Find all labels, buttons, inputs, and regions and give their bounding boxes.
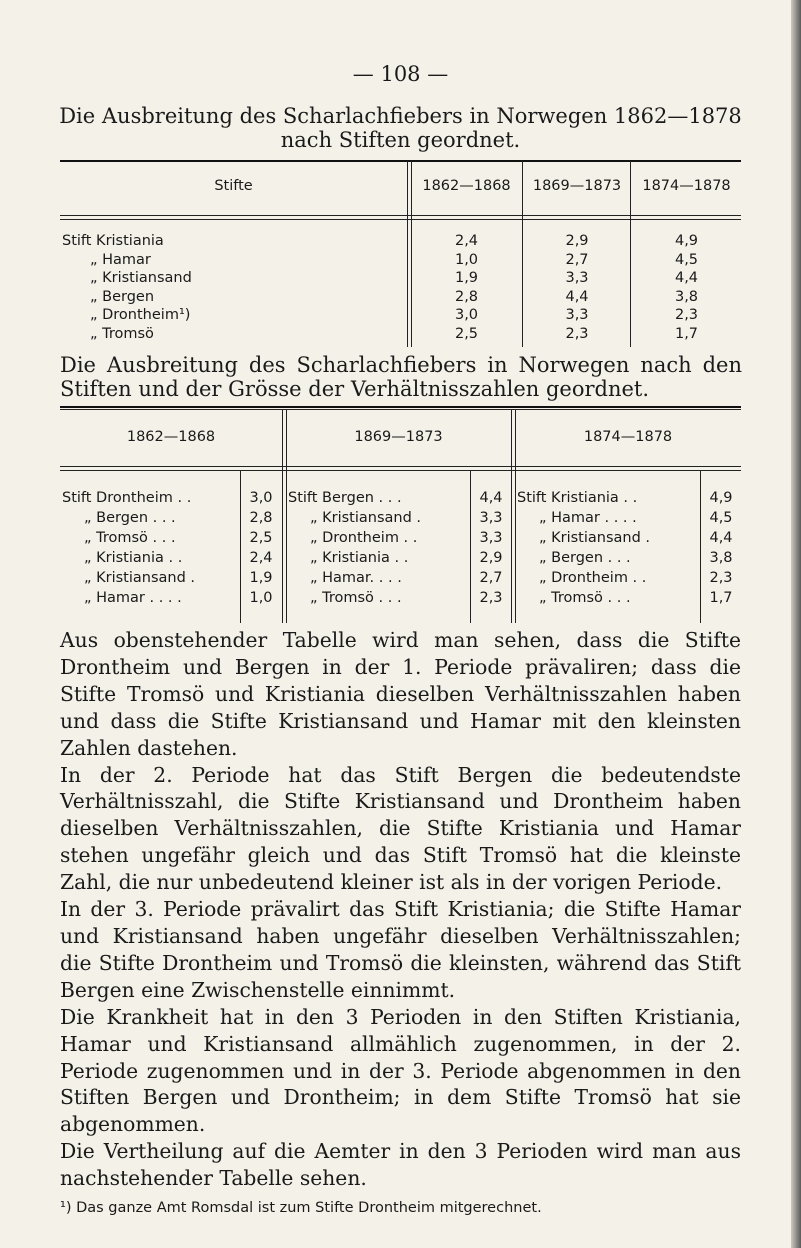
table2-title — [60, 353, 742, 401]
table1-row-label: „ Tromsö — [90, 325, 154, 342]
table2-title-line2: Stiften und der Grösse der Verhältnisszahlen geordnet. — [60, 377, 650, 401]
table1-cell: 3,8 — [674, 288, 699, 305]
table1-cell: 3,0 — [454, 307, 479, 323]
paragraph: In der 3. Periode prävalirt das Stift Kristiania; die Stifte Hamar und Kristiansand haben ungefähr dieselben Verhältnisszahlen; die Stifte Drontheim und Tromsö die kleinsten, während das Stift Bergen eine Zwischenstelle einnimmt. — [60, 897, 741, 1002]
table2-row-label: „ Kristiania . . — [84, 550, 183, 566]
table2-row-label: Stift Bergen . . . — [288, 490, 402, 506]
table1-cell: 4,9 — [674, 233, 699, 249]
table1-cell: 2,8 — [454, 288, 479, 305]
table1-cell: 2,3 — [674, 307, 699, 323]
table1-top-rule — [60, 160, 741, 162]
table2-cell: 1,9 — [249, 570, 273, 586]
table2-row-label: „ Drontheim . . — [539, 570, 647, 586]
table2-row-label: „ Tromsö . . . — [310, 590, 402, 606]
table2-row-label: „ Bergen . . . — [539, 550, 631, 566]
table2-top-rule — [60, 406, 741, 408]
table2-row-label: „ Hamar. . . . — [310, 570, 402, 586]
table2-cell: 3,8 — [709, 550, 733, 566]
table1-cell: 3,3 — [565, 270, 589, 286]
page-edge-shadow — [791, 0, 801, 1248]
table2-row-label: Stift Kristiania . . — [517, 490, 638, 506]
table2-header-period1: 1862—1868 — [126, 429, 216, 445]
table1-header-period1: 1862—1868 — [422, 178, 511, 194]
table1-title-line1: Die Ausbreitung des Scharlachfiebers in Norwegen 1862—1878 — [59, 104, 742, 128]
table1-cell: 1,0 — [454, 251, 479, 268]
table1-cell: 2,3 — [565, 325, 589, 342]
table2-cell: 2,3 — [479, 590, 503, 606]
table2-header-period3: 1874—1878 — [583, 429, 673, 445]
table1-cell: 2,9 — [565, 233, 589, 249]
table2-row-label: „ Kristiansand . — [539, 530, 651, 546]
table1-title-line2: nach Stiften geordnet. — [280, 128, 521, 152]
table2-title-line1: Die Ausbreitung des Scharlachfiebers in Norwegen nach den — [60, 353, 742, 377]
table2-cell: 3,3 — [479, 530, 503, 546]
table1-cell: 1,7 — [674, 325, 699, 342]
table1-col-divider — [630, 161, 631, 347]
table2-row-label: „ Hamar . . . . — [539, 510, 637, 526]
body-text — [60, 627, 741, 1192]
table2-row-label: „ Bergen . . . — [84, 510, 176, 526]
table1-cell: 4,4 — [674, 270, 699, 286]
page-number: — 108 — — [352, 62, 449, 86]
table2-value-divider — [240, 471, 241, 623]
table2-row-label: „ Kristiansand . — [84, 570, 196, 586]
table1-cell: 4,5 — [674, 251, 699, 268]
table2-row-label: „ Drontheim . . — [310, 530, 418, 546]
table1-title — [0, 104, 801, 152]
table2-row-label: „ Kristiansand . — [310, 510, 422, 526]
table1-header-rule — [60, 215, 741, 216]
table2-cell: 4,4 — [479, 490, 503, 506]
paragraph: Die Krankheit hat in den 3 Perioden in den Stiften Kristiania, Hamar und Kristiansand allmählich zugenommen, in der 2. Periode zugenommen und in der 3. Periode abgenommen in den Stiften Bergen und Drontheim; in dem Stifte Tromsö hat sie abgenommen. — [60, 1004, 741, 1137]
table2-row-label: „ Kristiania . . — [310, 550, 409, 566]
table2-row-label: Stift Drontheim . . — [62, 490, 192, 506]
paragraph: Die Vertheilung auf die Aemter in den 3 Perioden wird man aus nachstehender Tabelle sehen. — [60, 1139, 741, 1191]
table2-cell: 4,4 — [709, 530, 733, 546]
table2-header-rule-2 — [60, 470, 741, 471]
table1-cell: 3,3 — [565, 307, 589, 323]
table2-cell: 1,0 — [249, 590, 273, 606]
table2-row-label: „ Tromsö . . . — [84, 530, 176, 546]
table1-cell: 4,4 — [565, 288, 589, 305]
table2-header-rule — [60, 466, 741, 467]
table1-header-rule-2 — [60, 219, 741, 220]
table1-cell: 2,4 — [454, 233, 479, 249]
table2-cell: 1,7 — [709, 590, 733, 606]
table2-value-divider — [700, 471, 701, 623]
table1-header-period2: 1869—1873 — [532, 178, 622, 194]
table1-cell: 2,5 — [454, 325, 479, 342]
table2-header-period2: 1869—1873 — [354, 429, 443, 445]
table1-row-label: „ Bergen — [90, 288, 155, 305]
table2-row-label: „ Hamar . . . . — [84, 590, 182, 606]
table2-cell: 2,5 — [249, 530, 273, 546]
table2-row-label: „ Tromsö . . . — [539, 590, 631, 606]
table1-row-label: „ Kristiansand — [90, 270, 192, 286]
footnote: ¹) Das ganze Amt Romsdal ist zum Stifte Drontheim mitgerechnet. — [60, 1200, 542, 1216]
table1-row-label: Stift Kristiania — [62, 233, 164, 249]
table2-cell: 3,3 — [479, 510, 503, 526]
table1-cell: 1,9 — [454, 270, 479, 286]
paragraph: Aus obenstehender Tabelle wird man sehen, dass die Stifte Drontheim und Bergen in der 1. Periode prävaliren; dass die Stifte Tromsö und Kristiania dieselben Verhältnisszahlen haben und dass die Stifte Kristiansand und Hamar mit den kleinsten Zahlen dastehen. — [60, 628, 741, 760]
paragraph: In der 2. Periode hat das Stift Bergen die bedeutendste Verhältnisszahl, die Stifte Kristiansand und Drontheim haben dieselben Verhältnisszahlen, die Stifte Kristiania und Hamar stehen ungefähr gleich und das Stift Tromsö hat die kleinste Zahl, die nur unbedeutend kleiner ist als in der vorigen Periode. — [60, 762, 741, 895]
table1-header-period3: 1874—1878 — [642, 178, 731, 194]
table2-cell: 2,7 — [479, 570, 503, 586]
table1-row-label: „ Hamar — [90, 251, 151, 268]
table1-col-divider — [522, 161, 523, 347]
table2-cell: 4,9 — [709, 490, 733, 506]
table2-top-rule-2 — [60, 409, 741, 410]
table1-cell: 2,7 — [565, 251, 589, 268]
table2-cell: 3,0 — [249, 490, 273, 506]
table2-cell: 4,5 — [709, 510, 733, 526]
table2-cell: 2,8 — [249, 510, 273, 526]
table2-cell: 2,3 — [709, 570, 733, 586]
table2-cell: 2,4 — [249, 550, 273, 566]
table2-cell: 2,9 — [479, 550, 503, 566]
table1-header-stifte: Stifte — [214, 178, 253, 194]
table1-row-label: „ Drontheim¹) — [90, 307, 191, 323]
table2-value-divider — [470, 471, 471, 623]
